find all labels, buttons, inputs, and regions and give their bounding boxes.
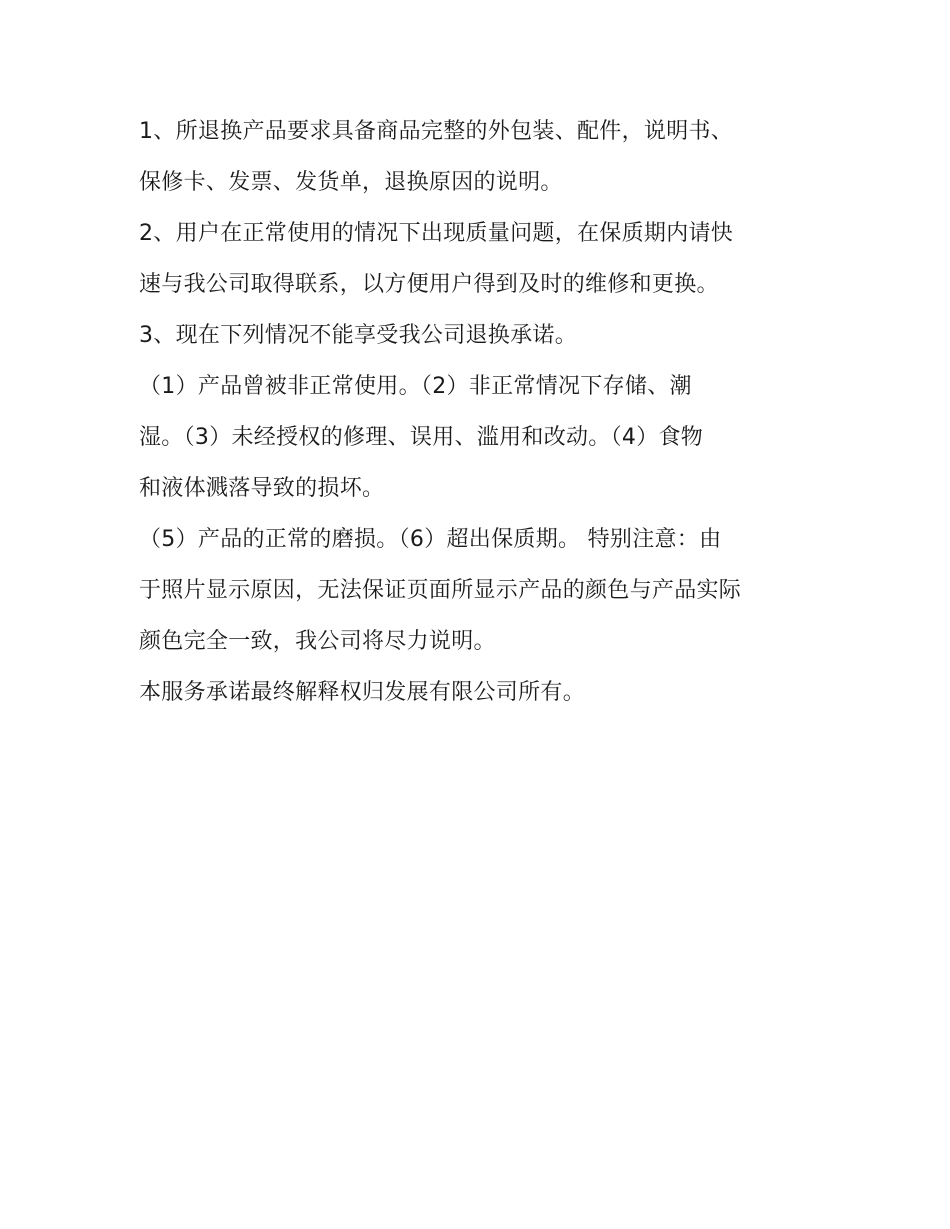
text-line-item1-part2: 保修卡、发票、发货单，退换原因的说明。 bbox=[139, 170, 563, 195]
text-line-closing-statement: 本服务承诺最终解释权归发展有限公司所有。 bbox=[139, 680, 586, 705]
text-line-item3-part4: （5）产品的正常的磨损。（6）超出保质期。 特别注意：由 bbox=[139, 527, 722, 552]
text-line-item3-part5: 于照片显示原因，无法保证页面所显示产品的颜色与产品实际 bbox=[139, 578, 742, 603]
text-line-item2-part1: 2、用户在正常使用的情况下出现质量问题，在保质期内请快 bbox=[139, 221, 734, 246]
text-line-item3-heading: 3、现在下列情况不能享受我公司退换承诺。 bbox=[139, 323, 577, 348]
document-body bbox=[139, 106, 819, 718]
text-line-item2-part2: 速与我公司取得联系，以方便用户得到及时的维修和更换。 bbox=[139, 272, 719, 297]
text-line-item3-part3: 和液体溅落导致的损坏。 bbox=[139, 476, 385, 501]
text-line-item3-part1: （1）产品曾被非正常使用。（2）非正常情况下存储、潮 bbox=[139, 374, 692, 399]
text-line-item3-part2: 湿。（3）未经授权的修理、误用、滥用和改动。（4）食物 bbox=[139, 425, 704, 450]
text-line-item1-part1: 1、所退换产品要求具备商品完整的外包装、配件，说明书、 bbox=[139, 119, 734, 144]
text-line-item3-part6: 颜色完全一致，我公司将尽力说明。 bbox=[139, 629, 496, 654]
